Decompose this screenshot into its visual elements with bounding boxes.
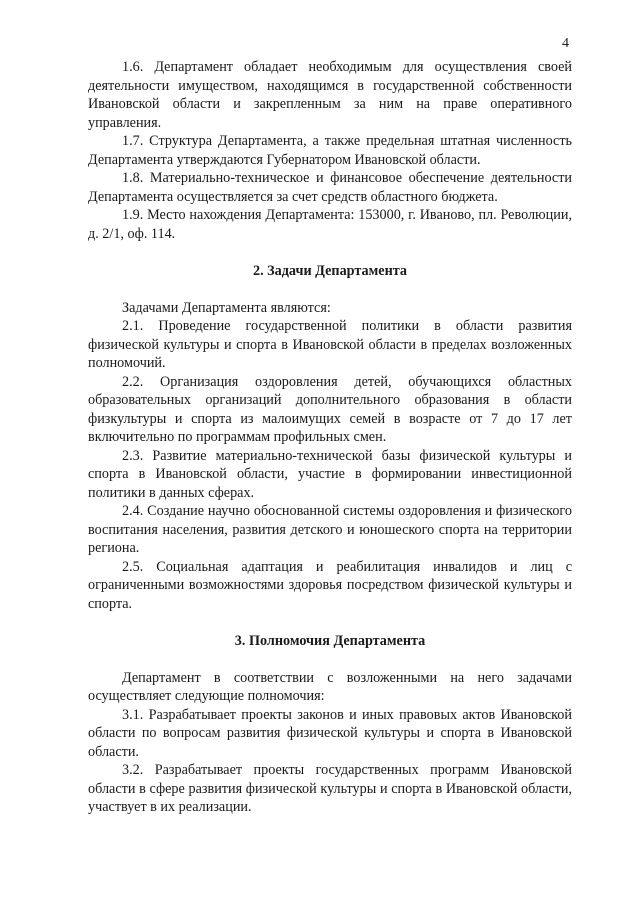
section-2-heading: 2. Задачи Департамента: [252, 263, 407, 279]
section-2: [88, 262, 572, 613]
paragraph-powers-intro: Департамент в соответствии с возложенными на него задачами осуществляет следующие полномочия:: [88, 669, 572, 704]
paragraph-1-8: 1.8. Материально-техническое и финансовое обеспечение деятельности Департамента осуществляется за счет средств областного бюджета.: [88, 170, 572, 205]
paragraph-2-4: 2.4. Создание научно обоснованной системы оздоровления и физического воспитания населения, развития детского и юношеского спорта на территории региона.: [88, 503, 572, 556]
paragraph-tasks-intro: Задачами Департамента являются:: [122, 299, 331, 316]
paragraph-3-1: 3.1. Разрабатывает проекты законов и иных правовых актов Ивановской области по вопросам развития физической культуры и спорта в Ивановской области.: [88, 706, 572, 760]
paragraph-2-2: 2.2. Организация оздоровления детей, обучающихся областных образовательных организаций дополнительного образования в области физкультуры и спорта из малоимущих семей в возрасте от 7 до 17 лет включительно по программам профильных смен.: [88, 373, 572, 445]
paragraph-1-6: 1.6. Департамент обладает необходимым для осуществления своей деятельности имуществом, находящимся в государственной собственности Ивановской области и закрепленным за ним на праве оперативного управления.: [88, 59, 572, 131]
paragraph-3-2: 3.2. Разрабатывает проекты государственных программ Ивановской области в сфере развития физической культуры и спорта в Ивановской области, участвует в их реализации.: [88, 762, 572, 815]
section-1-tail: [88, 58, 572, 243]
section-3: [88, 632, 572, 817]
page-number: 4: [562, 36, 569, 51]
paragraph-2-3: 2.3. Развитие материально-технической базы физической культуры и спорта в Ивановской области, участие в формировании инвестиционной политики в данных сферах.: [88, 447, 572, 501]
document-body: [88, 58, 572, 817]
section-3-heading: 3. Полномочия Департамента: [234, 633, 426, 649]
paragraph-1-7: 1.7. Структура Департамента, а также предельная штатная численность Департамента утверждаются Губернатором Ивановской области.: [88, 133, 572, 168]
paragraph-2-1: 2.1. Проведение государственной политики в области развития физической культуры и спорта в Ивановской области в пределах возложенных полномочий.: [88, 318, 572, 371]
paragraph-1-9: 1.9. Место нахождения Департамента: 153000, г. Иваново, пл. Революции, д. 2/1, оф. 114.: [88, 207, 572, 242]
paragraph-2-5: 2.5. Социальная адаптация и реабилитация инвалидов и лиц с ограниченными возможностями здоровья посредством физической культуры и спорта.: [88, 558, 572, 612]
